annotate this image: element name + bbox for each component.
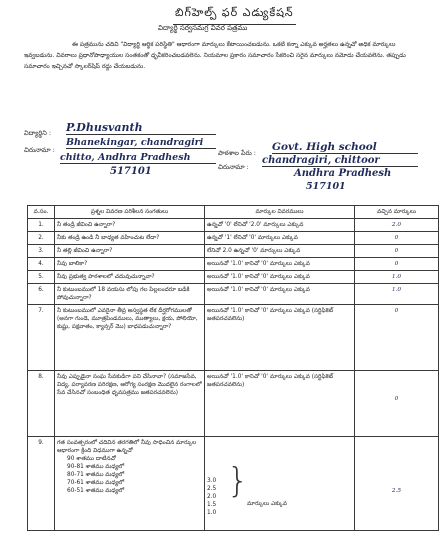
student-address-line1[interactable]: Bhanekingar, chandragiri: [66, 137, 216, 149]
student-name-field[interactable]: P.Dhusvanth: [66, 121, 216, 135]
table-row: [28, 305, 439, 371]
row-score[interactable]: 1.0: [355, 271, 439, 284]
table-row: [28, 245, 439, 258]
row-score[interactable]: 0: [355, 245, 439, 258]
scholarship-table: [27, 205, 439, 531]
student-address-line3[interactable]: 517101: [110, 166, 152, 177]
table-row: [28, 271, 439, 284]
form-title: బిగ్‌హెల్ప్ ఫర్ ఎడ్యుకేషన్: [175, 6, 294, 22]
row-score[interactable]: 0: [355, 371, 439, 437]
row-score[interactable]: 0: [355, 305, 439, 371]
row-score[interactable]: 2.0: [355, 219, 439, 232]
table-row: [28, 258, 439, 271]
row-number: 8.: [28, 371, 55, 437]
row-score[interactable]: 2.5: [355, 437, 439, 531]
table-header-row: [28, 206, 439, 219]
form-instructions: ఈ పత్రమును చదివి "విద్యార్థి ఆర్థిక పరిస్థితి" ఆధారంగా మార్కులు కేటాయించబడును. ఒకటి కన్నా ఎక్కువ అర్హతలు ఉన్నచో అధిక మార్కులు ఇవ్వబడును. వివరాలు ప్రధానోపాధ్యాయుల సంతకంతో ధృవీకరించబడవలెను. నియమాల ప్రకారం సమాచారం సేకరించి సరైన మార్కులు నమోదు చేయవలెను. తప్పుడు సమాచారం ఇచ్చినచో స్కాలర్‌షిప్ రద్దు చేయబడును.: [24, 41, 406, 70]
form-subtitle: విద్యార్థి సర్వసమగ్ర వివర పత్రము: [158, 24, 248, 32]
school-address-line3[interactable]: 517101: [306, 181, 346, 192]
band-mark: 2.5: [207, 486, 217, 492]
col-header-marks: మార్కుల వివరములు: [205, 206, 355, 219]
band-line: 70-61 శాతము మధ్యలో: [67, 480, 125, 486]
school-address-label: చిరునామా :: [218, 163, 249, 171]
row-marks-rule: అయినచో '1.0' కానిచో '0' మార్కులు ఎక్కువ (సర్టిఫికెట్ జతపరచవలెను): [205, 371, 355, 437]
col-header-number: వ.సం.: [28, 206, 55, 219]
table-row: [28, 284, 439, 305]
row-marks-rule: ఉన్నచో '1' లేనిచో '0' మార్కులు ఎక్కువ: [205, 232, 355, 245]
row-marks-rule: ఉన్నచో '0' లేనిచో '2.0' మార్కులు ఎక్కువ: [205, 219, 355, 232]
row-number: 5.: [28, 271, 55, 284]
band-line: 90-81 శాతము మధ్యలో: [67, 464, 125, 470]
brace-icon: }: [227, 461, 249, 501]
school-address-line2[interactable]: Andhra Pradhesh: [294, 168, 392, 179]
row-number: 1.: [28, 219, 55, 232]
row-question: నీ కుటుంబములో 18 వయసు లోపు గల పిల్లలందరూ బడికి పోవుచున్నారా?: [55, 284, 205, 305]
row-marks-rule: అయినచో '1.0' కానిచో '0' మార్కులు ఎక్కువ (సర్టిఫికెట్ జతపరచవలెను): [205, 305, 355, 371]
student-address-label: చిరునామా :: [24, 146, 55, 154]
school-name-field[interactable]: Govt. High school: [272, 141, 418, 154]
school-name-label: పాఠశాల పేరు :: [218, 149, 256, 157]
row-number: 4.: [28, 258, 55, 271]
band-line: 90 శాతము దాటినచో: [67, 456, 116, 462]
student-name-label: విద్యార్థిని :: [24, 129, 52, 137]
table-row: [28, 437, 439, 531]
row-score[interactable]: 1.0: [355, 284, 439, 305]
table-row: [28, 219, 439, 232]
row-question: నీ తల్లి జీవించి ఉన్నారా?: [55, 245, 205, 258]
band-mark: 3.0: [207, 478, 217, 484]
row-question: నీవు బాలికా?: [55, 258, 205, 271]
row-number: 9.: [28, 437, 55, 531]
row-question: నీ తండ్రి జీవించి ఉన్నారా?: [55, 219, 205, 232]
student-address-line2[interactable]: chitto, Andhra Pradhesh: [60, 152, 216, 164]
row-number: 2.: [28, 232, 55, 245]
row-marks-rule: లేనిచో 2.0 ఉన్నచో '0' మార్కులు ఎక్కువ: [205, 245, 355, 258]
percentage-bands: [57, 455, 202, 495]
band-mark: 1.0: [207, 510, 217, 516]
col-header-score: వచ్చిన మార్కులు: [355, 206, 439, 219]
band-mark: 2.0: [207, 494, 217, 500]
row-question: నీవు ఎప్పుడైనా సంఘ సేవకుడిగా పని చేసినావా? (సమాజసేవ, విద్య, పర్యావరణ పరిరక్షణ, ఆరోగ్య సంరక్షణ మొదలైన రంగాలలో సేవ చేసినచో సంబంధిత ధృవపత్రము జతపరచవలెను): [55, 371, 205, 437]
table-row: [28, 232, 439, 245]
col-header-question: ప్రశ్నల వివరణ పరిశీలన సంగతులు: [55, 206, 205, 219]
row-question: నీకు తండ్రి ఉండి నీ బాధ్యత వహించుట లేదా?: [55, 232, 205, 245]
band-line: 80-71 శాతము మధ్యలో: [67, 472, 125, 478]
row-score[interactable]: 0: [355, 232, 439, 245]
band-marks-tail: మార్కులు ఎక్కువ: [247, 501, 288, 507]
band-mark: 1.5: [207, 502, 217, 508]
row-marks-rule: అయినచో '1.0' కానిచో '0' మార్కులు ఎక్కువ: [205, 284, 355, 305]
row-question: [55, 437, 205, 531]
band-line: 60-51 శాతము మధ్యలో: [67, 488, 125, 494]
row-number: 7.: [28, 305, 55, 371]
row-question: నీవు ప్రభుత్వ పాఠశాలలో చదువుచున్నావా?: [55, 271, 205, 284]
row-marks-rule: [205, 437, 355, 531]
row-number: 6.: [28, 284, 55, 305]
row-question: నీ కుటుంబములో ఎవరైనా తీవ్ర అస్వస్థత లేక దీర్ఘరోగములతో (అనగా గుండె, మూత్రపిండములు, ముత్యాలు, క్షయ, పోలియో, కుష్టు, పక్షవాతం, క్యాన్సర్ మొ) బాధపడుచున్నారా?: [55, 305, 205, 371]
row-marks-rule: అయినచో '1.0' కానిచో '0' మార్కులు ఎక్కువ: [205, 258, 355, 271]
row-marks-rule: అయినచో '1.0' కానిచో '0' మార్కులు ఎక్కువ: [205, 271, 355, 284]
table-row: [28, 371, 439, 437]
row-score[interactable]: 0: [355, 258, 439, 271]
row-question-intro: గత సంవత్సరంలో చదివిన తరగతిలో నీవు సాధించిన మార్కుల ఆధారంగా క్రింది విధముగా ఉన్నచో: [57, 440, 197, 454]
row-number: 3.: [28, 245, 55, 258]
school-address-line1[interactable]: chandragiri, chittoor: [262, 155, 418, 167]
